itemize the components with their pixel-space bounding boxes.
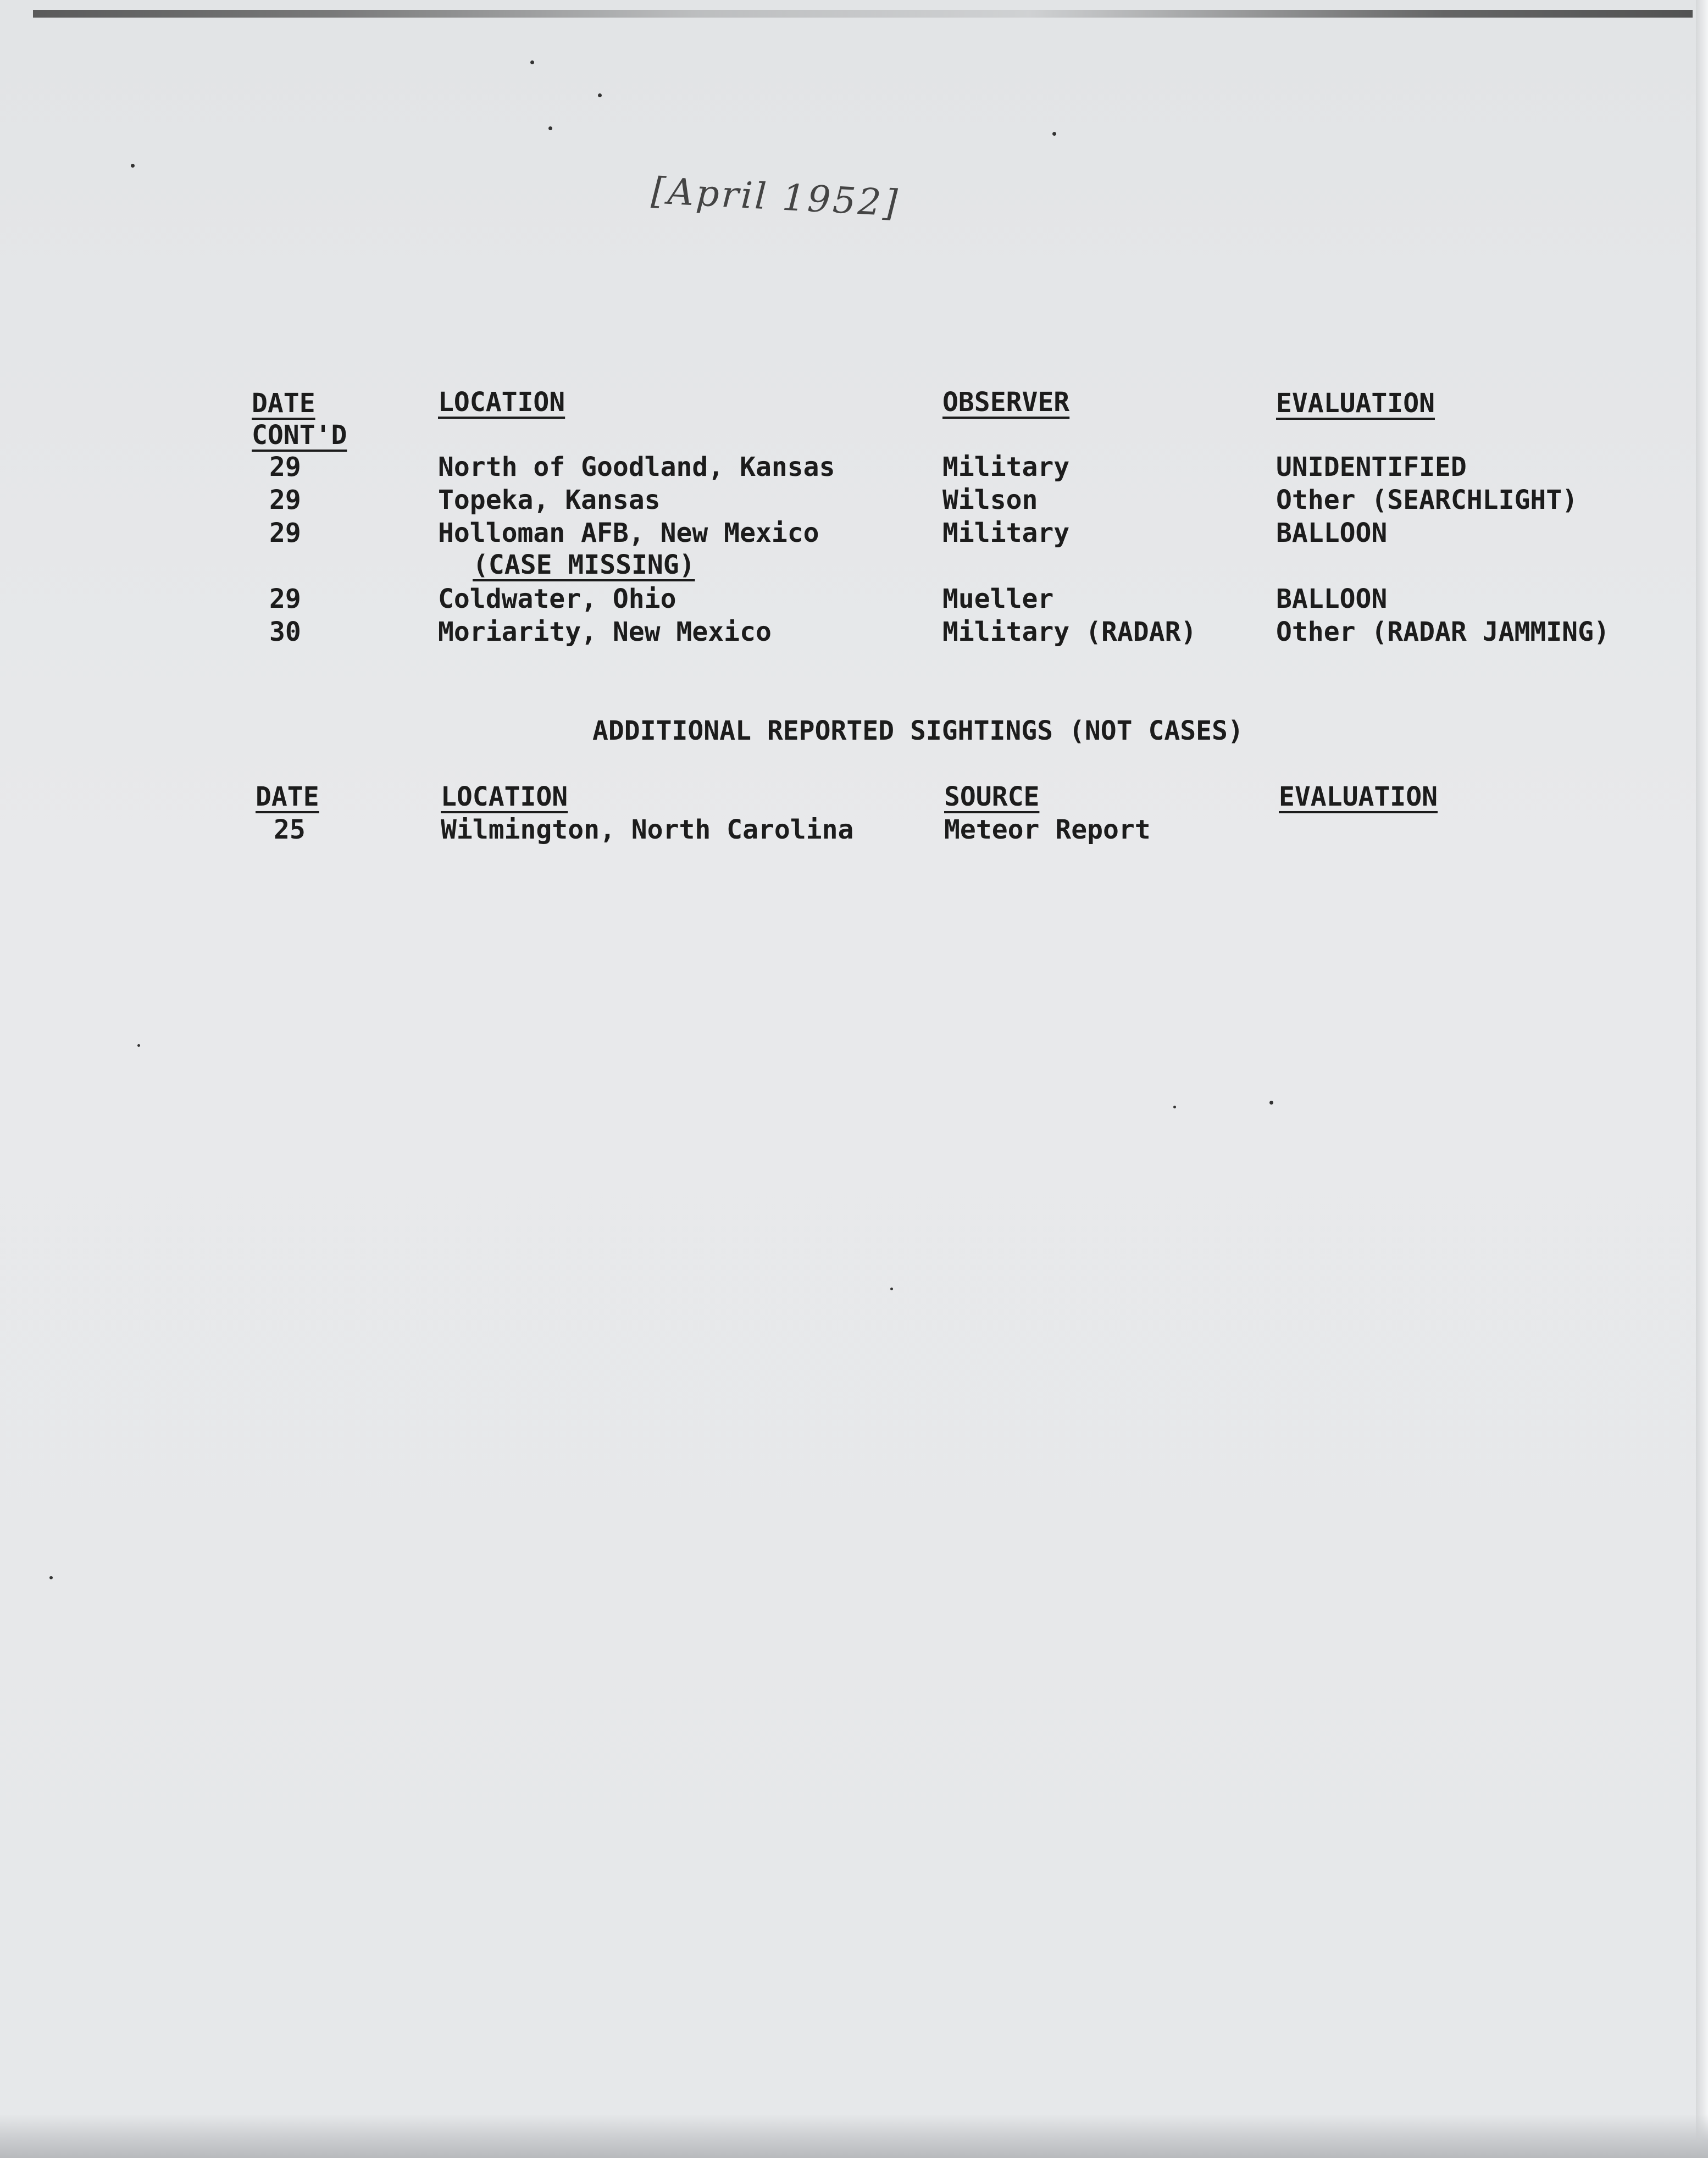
scan-right-edge	[1696, 0, 1708, 2158]
row-evaluation: BALLOON	[1276, 518, 1388, 548]
row-observer: Military	[942, 452, 1070, 482]
scan-top-edge	[33, 10, 1693, 18]
additional-header-evaluation: EVALUATION	[1279, 781, 1438, 812]
additional-row-date: 25	[274, 814, 306, 845]
additional-header-date: DATE	[256, 781, 319, 812]
row-location: Holloman AFB, New Mexico	[438, 518, 819, 548]
scan-speck	[598, 93, 602, 97]
row-date: 29	[269, 452, 301, 482]
additional-row-location: Wilmington, North Carolina	[441, 814, 854, 845]
scan-speck	[49, 1576, 53, 1579]
row-evaluation: UNIDENTIFIED	[1276, 452, 1467, 482]
additional-header-location: LOCATION	[441, 781, 568, 812]
row-observer: Wilson	[942, 485, 1038, 515]
row-location: Topeka, Kansas	[438, 485, 661, 515]
row-date: 29	[269, 518, 301, 548]
row-date: 29	[269, 584, 301, 614]
scan-speck	[530, 60, 534, 64]
scan-speck	[1173, 1106, 1176, 1108]
header-location: LOCATION	[438, 387, 565, 418]
scan-speck	[1052, 132, 1056, 136]
row-date: 30	[269, 617, 301, 647]
row-evaluation: BALLOON	[1276, 584, 1388, 614]
row-date: 29	[269, 485, 301, 515]
header-date-contd: CONT'D	[252, 420, 347, 451]
scan-bottom-edge	[0, 2114, 1708, 2158]
additional-row-source: Meteor Report	[944, 814, 1151, 845]
scan-speck	[1269, 1101, 1273, 1105]
additional-header-source: SOURCE	[944, 781, 1040, 812]
scan-speck	[548, 126, 552, 130]
scan-speck	[131, 164, 135, 168]
row-evaluation: Other (RADAR JAMMING)	[1276, 617, 1610, 647]
row-location: North of Goodland, Kansas	[438, 452, 835, 482]
row-location: Moriarity, New Mexico	[438, 617, 772, 647]
handwritten-date-annotation: [April 1952]	[650, 169, 901, 225]
header-date: DATE	[252, 388, 315, 419]
header-evaluation: EVALUATION	[1276, 388, 1435, 419]
header-observer: OBSERVER	[942, 387, 1070, 418]
additional-sightings-title: ADDITIONAL REPORTED SIGHTINGS (NOT CASES)	[592, 715, 1244, 746]
row-observer: Mueller	[942, 584, 1054, 614]
row-observer: Military (RADAR)	[942, 617, 1197, 647]
row-observer: Military	[942, 518, 1070, 548]
scan-speck	[890, 1288, 893, 1290]
scan-speck	[137, 1044, 140, 1047]
row-location-note: (CASE MISSING)	[473, 550, 695, 580]
row-evaluation: Other (SEARCHLIGHT)	[1276, 485, 1578, 515]
row-location: Coldwater, Ohio	[438, 584, 676, 614]
